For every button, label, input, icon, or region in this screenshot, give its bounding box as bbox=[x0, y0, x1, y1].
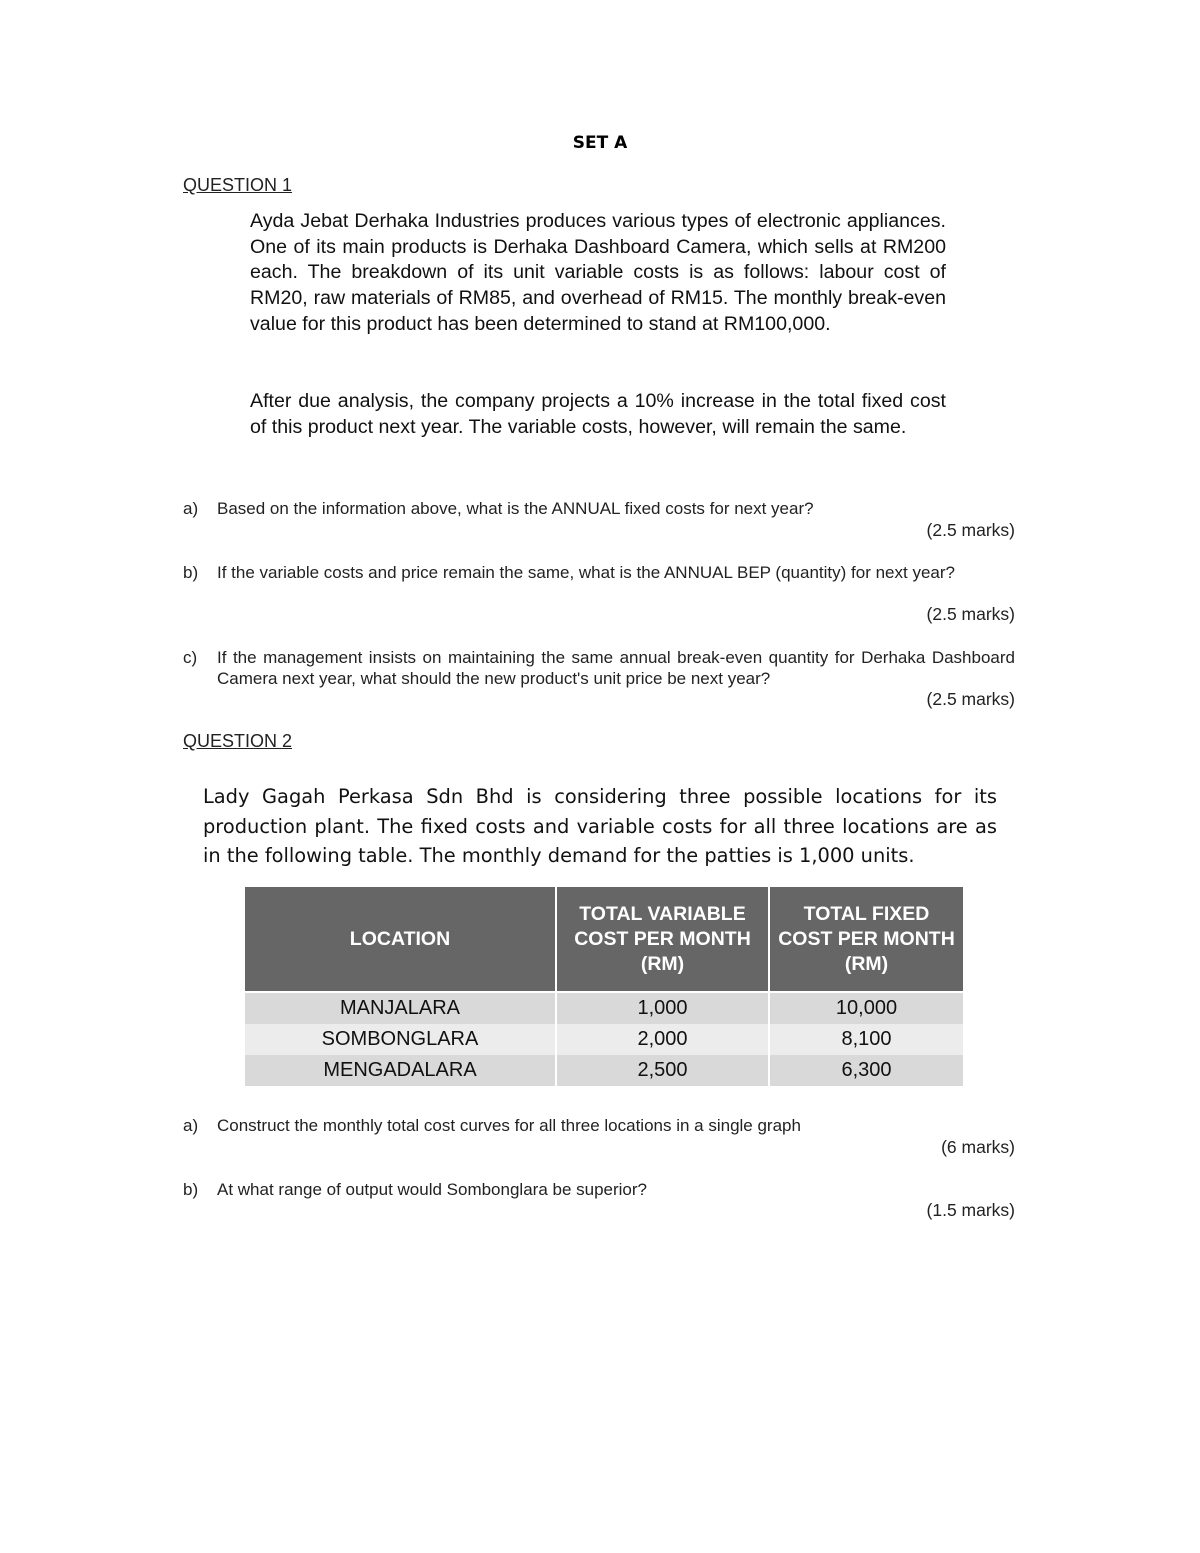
fixed-cost-cell: 6,300 bbox=[769, 1055, 963, 1086]
question-1b-marks: (2.5 marks) bbox=[926, 604, 1015, 624]
question-2b bbox=[183, 1179, 1015, 1200]
item-label: c) bbox=[183, 648, 198, 667]
variable-cost-cell: 1,000 bbox=[556, 992, 769, 1024]
location-cost-table bbox=[245, 887, 963, 1086]
question-1-projection: After due analysis, the company projects a 10% increase in the total fixed cost of this product next year. The variable costs, however, will remain the same. bbox=[250, 390, 946, 438]
column-header-variable-cost: TOTAL VARIABLE COST PER MONTH (RM) bbox=[556, 887, 769, 992]
question-1c-marks: (2.5 marks) bbox=[926, 689, 1015, 709]
location-cell: MANJALARA bbox=[245, 992, 556, 1024]
table-row bbox=[245, 1055, 963, 1086]
table-row bbox=[245, 992, 963, 1024]
item-label: a) bbox=[183, 499, 199, 518]
question-2-heading: QUESTION 2 bbox=[183, 731, 293, 751]
question-2b-marks: (1.5 marks) bbox=[926, 1200, 1015, 1220]
question-2a bbox=[183, 1115, 1015, 1136]
question-1-scenario: Ayda Jebat Derhaka Industries produces various types of electronic appliances. One of its main products is Derhaka Dashboard Camera, which sells at RM200 each. The breakdown of its unit variable costs is as follows: labour cost of RM20, raw materials of RM85, and overhead of RM15. The monthly break-even value for this product has been determined to stand at RM100,000. bbox=[250, 210, 946, 335]
table-row bbox=[245, 1024, 963, 1055]
item-text: If the management insists on maintaining the same annual break-even quantity for Derhaka Dashboard Camera next year, what should the new product's unit price be next year? bbox=[217, 648, 1015, 688]
item-text: At what range of output would Sombonglara be superior? bbox=[217, 1180, 647, 1199]
location-cell: SOMBONGLARA bbox=[245, 1024, 556, 1055]
variable-cost-cell: 2,000 bbox=[556, 1024, 769, 1055]
question-2-scenario: Lady Gagah Perkasa Sdn Bhd is considering three possible locations for its production plant. The fixed costs and variable costs for all three locations are as in the following table. The monthly demand for the patties is 1,000 units. bbox=[203, 785, 997, 867]
question-1-heading: QUESTION 1 bbox=[183, 175, 293, 195]
fixed-cost-cell: 8,100 bbox=[769, 1024, 963, 1055]
item-label: a) bbox=[183, 1116, 199, 1135]
item-text: Based on the information above, what is the ANNUAL fixed costs for next year? bbox=[217, 499, 814, 518]
question-1a bbox=[183, 498, 1015, 519]
question-1a-marks: (2.5 marks) bbox=[926, 520, 1015, 540]
table-header-row bbox=[245, 887, 963, 992]
question-1c bbox=[183, 647, 1015, 689]
question-2a-marks: (6 marks) bbox=[941, 1137, 1015, 1157]
item-label: b) bbox=[183, 563, 199, 582]
location-cell: MENGADALARA bbox=[245, 1055, 556, 1086]
fixed-cost-cell: 10,000 bbox=[769, 992, 963, 1024]
column-header-fixed-cost: TOTAL FIXED COST PER MONTH (RM) bbox=[769, 887, 963, 992]
variable-cost-cell: 2,500 bbox=[556, 1055, 769, 1086]
item-label: b) bbox=[183, 1180, 199, 1199]
column-header-location: LOCATION bbox=[245, 887, 556, 992]
item-text: If the variable costs and price remain the same, what is the ANNUAL BEP (quantity) for next year? bbox=[217, 563, 955, 582]
item-text: Construct the monthly total cost curves for all three locations in a single graph bbox=[217, 1116, 801, 1135]
set-title: SET A bbox=[572, 133, 628, 153]
question-1b bbox=[183, 562, 1015, 583]
